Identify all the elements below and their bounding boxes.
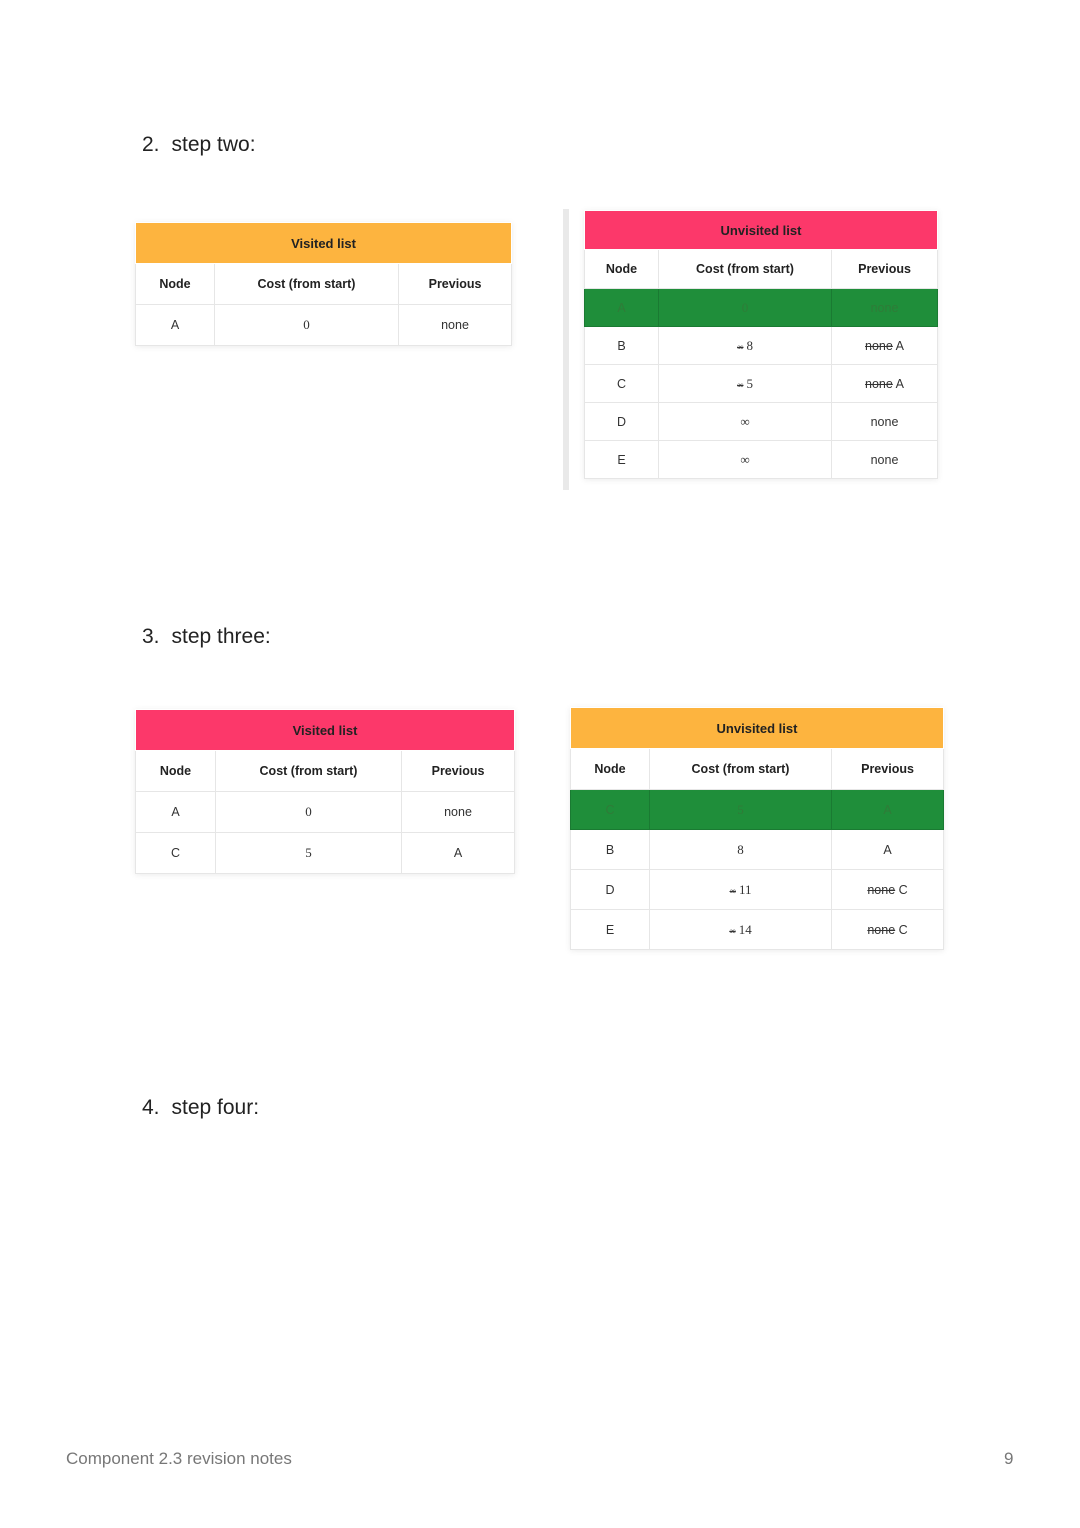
table-title: Unvisited list: [585, 211, 938, 250]
new-previous: C: [898, 882, 908, 897]
cell-node: A: [585, 289, 659, 327]
table-row: [585, 403, 938, 441]
table-title: Visited list: [136, 710, 515, 751]
cell-previous: [832, 910, 944, 950]
step-two-heading: [142, 133, 256, 157]
step-label: step three:: [171, 625, 271, 648]
column-header-previous: Previous: [399, 264, 512, 305]
cell-node: B: [571, 830, 650, 870]
table-row: [136, 305, 512, 346]
table-row: [136, 833, 515, 874]
cell-node: D: [571, 870, 650, 910]
step-number: 4.: [142, 1096, 160, 1119]
crossed-out-previous: none: [867, 882, 896, 897]
cell-cost: ∞: [659, 441, 832, 479]
cell-previous: none: [832, 403, 938, 441]
step2-visited-table: [135, 222, 512, 346]
new-previous: C: [898, 922, 908, 937]
cell-previous: [832, 365, 938, 403]
new-cost: 14: [738, 921, 752, 937]
new-cost: 11: [738, 881, 752, 897]
table-row: [585, 327, 938, 365]
new-cost: 5: [746, 375, 753, 391]
cell-cost: 8: [650, 830, 832, 870]
cell-previous: none: [402, 792, 515, 833]
cell-node: E: [571, 910, 650, 950]
step-label: step two:: [171, 133, 256, 156]
cell-cost: 0: [216, 792, 402, 833]
crossed-out-cost: ∞: [729, 925, 736, 936]
column-header-cost: Cost (from start): [659, 250, 832, 289]
column-header-node: Node: [571, 749, 650, 790]
cell-node: D: [585, 403, 659, 441]
cell-node: C: [136, 833, 216, 874]
table-row: [571, 910, 944, 950]
cell-cost: 5: [216, 833, 402, 874]
crossed-out-previous: none: [867, 922, 896, 937]
cell-cost: 5: [650, 790, 832, 830]
new-previous: A: [895, 376, 904, 391]
step-label: step four:: [171, 1096, 260, 1119]
column-header-previous: Previous: [402, 751, 515, 792]
step-four-heading: [142, 1096, 259, 1120]
column-header-cost: Cost (from start): [215, 264, 399, 305]
table-row: [136, 792, 515, 833]
cell-previous: [832, 327, 938, 365]
column-header-node: Node: [136, 264, 215, 305]
column-header-cost: Cost (from start): [216, 751, 402, 792]
cell-cost: 0: [215, 305, 399, 346]
column-header-previous: Previous: [832, 250, 938, 289]
new-cost: 8: [746, 337, 753, 353]
cell-node: C: [571, 790, 650, 830]
table-row: [585, 441, 938, 479]
table-title: Visited list: [136, 223, 512, 264]
crossed-out-previous: none: [865, 376, 893, 391]
cell-previous: A: [832, 830, 944, 870]
cell-cost: [659, 327, 832, 365]
cell-node: E: [585, 441, 659, 479]
table-row-highlighted: [571, 790, 944, 830]
cell-previous: none: [832, 441, 938, 479]
cell-cost: ∞: [659, 403, 832, 441]
cell-node: A: [136, 305, 215, 346]
cell-node: C: [585, 365, 659, 403]
table-row-highlighted: [585, 289, 938, 327]
crossed-out-cost: ∞: [729, 885, 736, 896]
crossed-out-cost: ∞: [737, 379, 744, 390]
column-header-previous: Previous: [832, 749, 944, 790]
step3-visited-table: [135, 709, 515, 874]
cell-cost: [650, 870, 832, 910]
cell-previous: A: [832, 790, 944, 830]
table-row: [571, 870, 944, 910]
table-row: [571, 830, 944, 870]
cell-previous: A: [402, 833, 515, 874]
new-previous: A: [895, 338, 904, 353]
table-row: [585, 365, 938, 403]
crossed-out-cost: ∞: [737, 341, 744, 352]
step2-unvisited-table: [584, 210, 938, 479]
step3-unvisited-table: [570, 707, 944, 950]
step-number: 2.: [142, 133, 160, 156]
cell-previous: [832, 870, 944, 910]
divider-bar: [563, 209, 569, 490]
cell-cost: [650, 910, 832, 950]
column-header-node: Node: [585, 250, 659, 289]
cell-previous: none: [399, 305, 512, 346]
page-number: 9: [1004, 1449, 1014, 1468]
cell-node: B: [585, 327, 659, 365]
step-three-heading: [142, 625, 271, 649]
cell-previous: none: [832, 289, 938, 327]
step-number: 3.: [142, 625, 160, 648]
column-header-cost: Cost (from start): [650, 749, 832, 790]
crossed-out-previous: none: [865, 338, 893, 353]
column-header-node: Node: [136, 751, 216, 792]
cell-cost: 0: [659, 289, 832, 327]
footer-title: Component 2.3 revision notes: [66, 1449, 292, 1468]
cell-cost: [659, 365, 832, 403]
cell-node: A: [136, 792, 216, 833]
table-title: Unvisited list: [571, 708, 944, 749]
